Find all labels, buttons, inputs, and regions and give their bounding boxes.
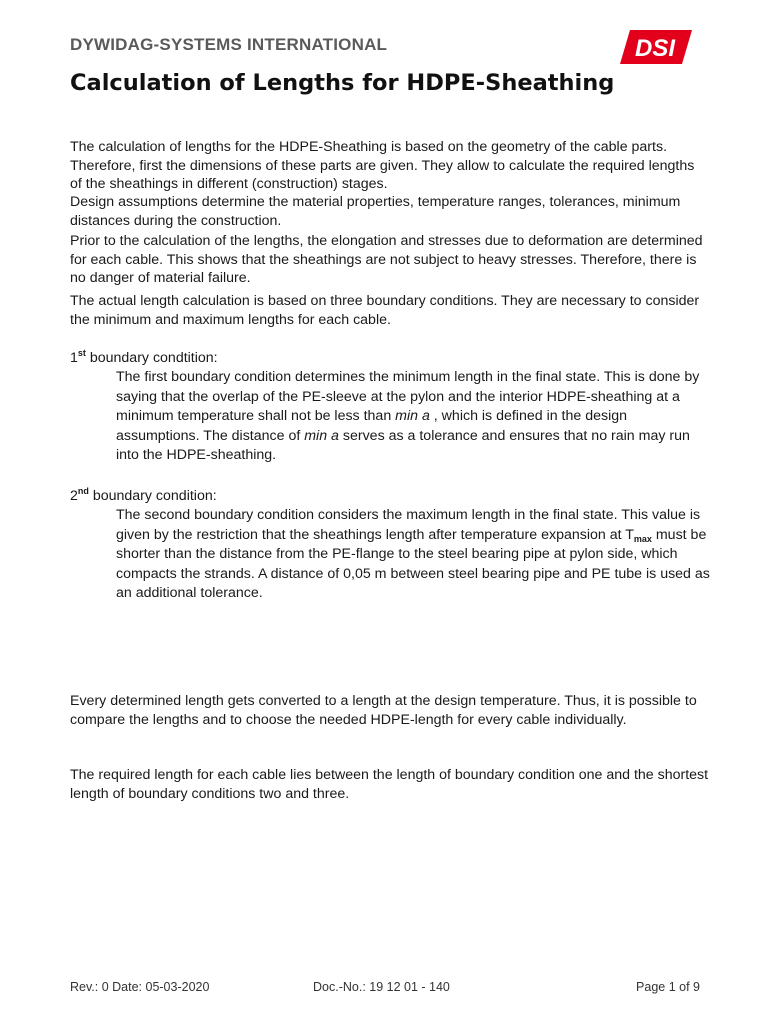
condition-1-min-a: min a [395, 408, 430, 424]
condition-2-number: 2 [70, 488, 78, 504]
footer-page-number: Page 1 of 9 [636, 980, 700, 994]
boundary-condition-1-heading [70, 349, 218, 368]
intro-paragraph-3: Prior to the calculation of the lengths, the elongation and stresses due to deformation are determined for each cable. This shows that the sheathings are not subject to heavy stresses. Therefore, there is no danger of material failure. [70, 233, 703, 286]
condition-1-number: 1 [70, 350, 78, 366]
t-max-subscript: max [633, 533, 652, 544]
condition-2-text-b: must be shorter than the distance from the PE-flange to the steel bearing pipe at pylon side, which compacts the strands. A distance of 0,05 m between steel bearing pipe and PE tube is used as an additional tolerance. [116, 526, 710, 601]
company-name: DYWIDAG-SYSTEMS INTERNATIONAL [70, 35, 388, 54]
footer-revision: Rev.: 0 Date: 05-03-2020 [70, 980, 210, 994]
dsi-logo-text: DSI [634, 35, 676, 62]
condition-1-label: boundary condtition: [85, 350, 218, 366]
condition-1-min-a-2: min a [304, 427, 339, 444]
intro-paragraph-4: The actual length calculation is based on three boundary conditions. They are necessary to consider the minimum and maximum lengths for each cable. [70, 293, 700, 328]
boundary-condition-2-heading [70, 487, 217, 506]
condition-1-text-a: The first boundary condition determines the minimum length in the final state. This is done by saying that the overlap of the PE-sleeve at the pylon and the interior HDPE-sheathing at a minimum temperature shall not be less than [116, 369, 700, 424]
intro-paragraph-1: The calculation of lengths for the HDPE-Sheathing is based on the geometry of the cable parts. Therefore, first the dimensions of these parts are given. They allow to calculate the required lengths of the sheathings in different (construction) stages. [70, 139, 695, 192]
condition-1-ordinal: st [77, 348, 86, 358]
condition-2-label: boundary condition: [88, 488, 217, 504]
boundary-condition-2-text [116, 506, 710, 604]
boundary-condition-1-text [116, 368, 710, 466]
condition-2-ordinal: nd [77, 486, 89, 496]
closing-paragraph-2: The required length for each cable lies between the length of boundary condition one and the shortest length of boundary conditions two and three. [70, 767, 709, 802]
condition-1-text-c: serves as a tolerance and ensures that no rain may run into the HDPE-sheathing. [116, 427, 690, 463]
condition-1-text-b: , which is defined in the design assumptions. The distance of [116, 408, 628, 444]
intro-paragraph-2: Design assumptions determine the material properties, temperature ranges, tolerances, minimum distances during the construction. [70, 194, 681, 229]
condition-2-text-a: The second boundary condition considers the maximum length in the final state. This value is given by the restriction that the sheathings length after temperature expansion at T [116, 507, 701, 543]
dsi-logo [620, 30, 692, 64]
document-title: Calculation of Lengths for HDPE-Sheathing [70, 70, 615, 96]
footer-doc-number: Doc.-No.: 19 12 01 - 140 [313, 980, 450, 994]
closing-paragraph-1: Every determined length gets converted to a length at the design temperature. Thus, it is possible to compare the lengths and to choose the needed HDPE-length for every cable individually. [70, 693, 697, 728]
